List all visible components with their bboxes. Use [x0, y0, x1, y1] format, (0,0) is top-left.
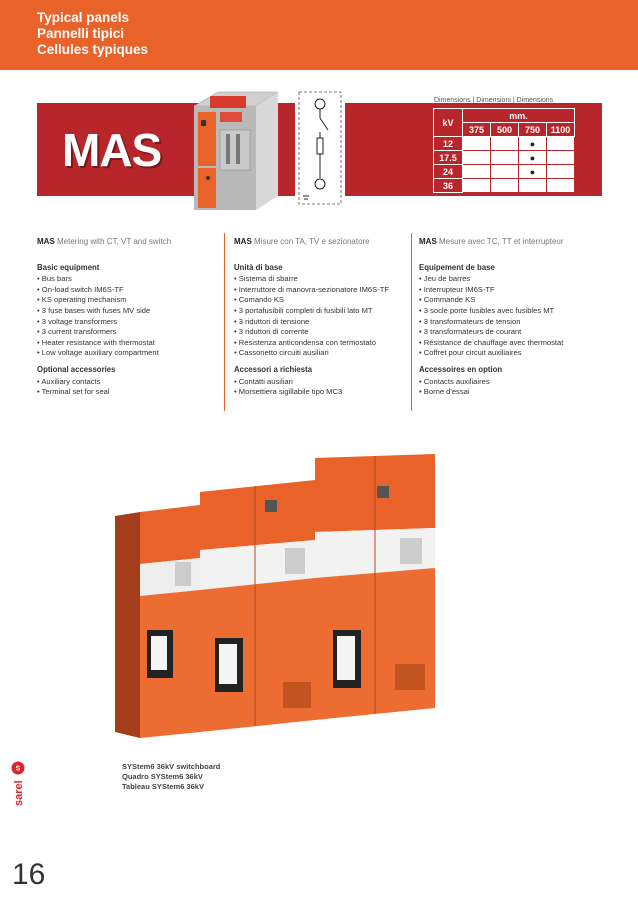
list-item: • On-load switch IM6S-TF	[37, 285, 217, 296]
dimensions-row	[434, 137, 575, 151]
sarel-logo	[8, 760, 28, 820]
header-title-it: Pannelli tipici	[37, 26, 125, 41]
list-item: • Jeu de barres	[419, 274, 599, 285]
list-item: • 3 current transformers	[37, 327, 217, 338]
dimension-cell	[519, 179, 547, 193]
column-title	[37, 237, 217, 248]
header-title-fr: Cellules typiques	[37, 42, 149, 57]
column-code: MAS	[419, 237, 437, 246]
switchboard-photo	[115, 450, 440, 760]
list-item: • Morsettiera sigillabile tipo MC3	[234, 387, 409, 398]
header-title-en: Typical panels	[37, 10, 130, 25]
optional-accessories-title: Optional accessories	[37, 364, 116, 374]
dimension-cell	[491, 179, 519, 193]
dimensions-label: Dimensions | Dimensioni | Dimensions	[434, 97, 554, 104]
dimension-cell	[491, 165, 519, 179]
list-item: • Contacts auxiliaires	[419, 377, 599, 388]
dimension-cell	[463, 165, 491, 179]
list-item: • Terminal set for seal	[37, 387, 217, 398]
panel-illustration	[186, 84, 286, 212]
list-item: • Auxiliary contacts	[37, 377, 217, 388]
list-item: • 3 transformateurs de courant	[419, 327, 599, 338]
list-item: • Resistenza anticondensa con termostato	[234, 338, 409, 349]
width-375: 375	[463, 123, 491, 137]
list-item: • Borne d'essai	[419, 387, 599, 398]
list-item: • Résistance de chauffage avec thermostat	[419, 338, 599, 349]
basic-equipment-title: Equipement de base	[419, 262, 495, 272]
dimensions-table	[433, 108, 575, 193]
column-subtitle: Mesure avec TC, TT et interrupteur	[439, 237, 564, 246]
banner-title: MAS	[62, 124, 162, 176]
column-code: MAS	[234, 237, 252, 246]
dimension-cell	[491, 151, 519, 165]
dimension-cell	[547, 179, 575, 193]
kv-value: 12	[434, 137, 463, 151]
column-subtitle: Metering with CT, VT and switch	[57, 237, 172, 246]
single-line-diagram	[295, 88, 345, 208]
dimension-cell	[463, 151, 491, 165]
column-subtitle: Misure con TA, TV e sezionatore	[254, 237, 370, 246]
list-item: • Commande KS	[419, 295, 599, 306]
optional-accessories-title: Accessori a richiesta	[234, 364, 313, 374]
dimension-cell	[547, 165, 575, 179]
column-en	[37, 237, 217, 398]
dimension-cell	[491, 137, 519, 151]
optional-accessories-title: Accessoires en option	[419, 364, 503, 374]
list-item: • Interruttore di manovra-sezionatore IM6S-TF	[234, 285, 409, 296]
logo-text: sarel	[13, 780, 25, 806]
dimension-cell	[463, 179, 491, 193]
column-title	[419, 237, 599, 248]
list-item: • Interrupteur IM6S-TF	[419, 285, 599, 296]
column-divider	[224, 233, 225, 411]
svg-text:S: S	[15, 765, 21, 773]
list-item: • 3 socle porte fusibles avec fusibles MT	[419, 306, 599, 317]
list-item: • KS operating mechanism	[37, 295, 217, 306]
caption-it: Quadro SYStem6 36kV	[122, 772, 203, 781]
page-header	[0, 0, 638, 70]
dimension-cell	[547, 151, 575, 165]
list-item: • Comando KS	[234, 295, 409, 306]
dimension-cell	[463, 137, 491, 151]
caption-en: SYStem6 36kV switchboard	[122, 762, 221, 771]
dimension-cell: ●	[519, 151, 547, 165]
dimensions-row	[434, 165, 575, 179]
list-item: • Heater resistance with thermostat	[37, 338, 217, 349]
list-item: • 3 riduttori di tensione	[234, 317, 409, 328]
column-code: MAS	[37, 237, 55, 246]
column-title	[234, 237, 409, 248]
list-item: • Contatti ausiliari	[234, 377, 409, 388]
list-item: • Cassonetto circuiti ausiliari	[234, 348, 409, 359]
page-number: 16	[12, 858, 46, 891]
column-fr	[419, 237, 599, 398]
list-item: • 3 voltage transformers	[37, 317, 217, 328]
dimension-cell	[547, 137, 575, 151]
kv-value: 17.5	[434, 151, 463, 165]
dimension-cell: ●	[519, 137, 547, 151]
width-1100: 1100	[547, 123, 575, 137]
list-item: • 3 portafusibili completi di fusibili lato MT	[234, 306, 409, 317]
photo-caption	[122, 762, 220, 792]
dimensions-row	[434, 179, 575, 193]
list-item: • 3 riduttori di corrente	[234, 327, 409, 338]
caption-fr: Tableau SYStem6 36kV	[122, 782, 204, 791]
list-item: • Sistema di sbarre	[234, 274, 409, 285]
list-item: • 3 transformateurs de tension	[419, 317, 599, 328]
dimensions-row	[434, 151, 575, 165]
column-divider	[411, 233, 412, 411]
list-item: • 3 fuse bases with fuses MV side	[37, 306, 217, 317]
list-item: • Bus bars	[37, 274, 217, 285]
width-750: 750	[519, 123, 547, 137]
basic-equipment-title: Basic equipment	[37, 262, 100, 272]
mm-header: mm.	[463, 109, 575, 123]
basic-equipment-title: Unità di base	[234, 262, 283, 272]
width-500: 500	[491, 123, 519, 137]
list-item: • Low voltage auxiliary compartment	[37, 348, 217, 359]
kv-value: 36	[434, 179, 463, 193]
kv-value: 24	[434, 165, 463, 179]
column-it	[234, 237, 409, 398]
list-item: • Coffret pour circuit auxiliaires	[419, 348, 599, 359]
kv-header: kV	[434, 109, 463, 137]
dimension-cell: ●	[519, 165, 547, 179]
